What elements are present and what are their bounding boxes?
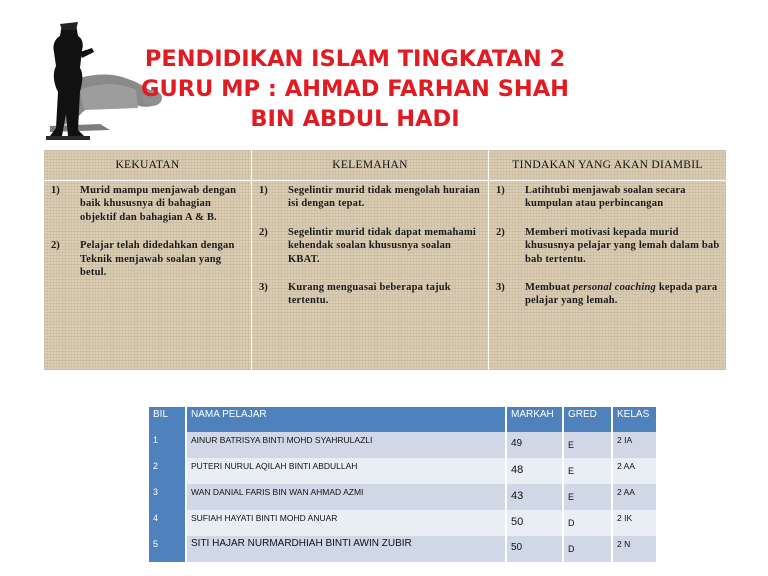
cell-gred: E bbox=[563, 432, 612, 458]
cell-kelas: 2 AA bbox=[612, 458, 656, 484]
strengths-heading: KEKUATAN bbox=[44, 150, 251, 181]
table-row bbox=[149, 536, 656, 562]
item-text-pre: Membuat bbox=[525, 282, 573, 294]
cell-kelas: 2 IK bbox=[612, 510, 656, 536]
analysis-panel bbox=[44, 150, 726, 370]
table-row bbox=[149, 458, 656, 484]
weakness-item bbox=[252, 281, 488, 308]
cell-bil: 4 bbox=[149, 510, 186, 536]
header-kelas: KELAS bbox=[612, 407, 656, 432]
item-number: 2) bbox=[496, 226, 505, 238]
strength-item bbox=[44, 239, 251, 279]
item-number: 1) bbox=[51, 185, 60, 196]
cell-bil: 3 bbox=[149, 484, 186, 510]
cell-gred: E bbox=[563, 458, 612, 484]
cell-markah: 48 bbox=[506, 458, 563, 484]
cell-gred: E bbox=[563, 484, 612, 510]
student-results-table bbox=[149, 407, 656, 562]
actions-column bbox=[489, 150, 726, 370]
item-number: 3) bbox=[496, 282, 505, 294]
item-number: 2) bbox=[259, 226, 268, 238]
item-text: Memberi motivasi kepada murid khususnya pelajar yang lemah dalam bab bab tertentu. bbox=[525, 226, 720, 265]
actions-heading: TINDAKAN YANG AKAN DIAMBIL bbox=[489, 150, 726, 181]
cell-bil: 1 bbox=[149, 432, 186, 458]
table-row bbox=[149, 432, 656, 458]
item-number: 2) bbox=[51, 240, 60, 252]
cell-kelas: 2 AA bbox=[612, 484, 656, 510]
weakness-item bbox=[252, 184, 488, 211]
cell-markah: 50 bbox=[506, 536, 563, 562]
cell-gred: D bbox=[563, 510, 612, 536]
title-line-teacher-surname: BIN ABDUL HADI bbox=[250, 106, 460, 132]
header-gred: GRED bbox=[563, 407, 612, 432]
title-line-subject: PENDIDIKAN ISLAM TINGKATAN 2 bbox=[144, 46, 566, 72]
header-markah: MARKAH bbox=[506, 407, 563, 432]
item-text-post: kepada para pelajar yang lemah. bbox=[525, 282, 718, 307]
action-item bbox=[489, 184, 726, 211]
item-number: 1) bbox=[259, 185, 268, 196]
cell-markah: 43 bbox=[506, 484, 563, 510]
cell-nama: PUTERI NURUL AQILAH BINTI ABDULLAH bbox=[186, 458, 506, 484]
item-text: Segelintir murid tidak dapat memahami kehendak soalan khususnya soalan KBAT. bbox=[288, 226, 477, 265]
cell-gred: D bbox=[563, 536, 612, 562]
table-header-row bbox=[149, 407, 656, 432]
weaknesses-column bbox=[252, 150, 489, 370]
cell-markah: 50 bbox=[506, 510, 563, 536]
cell-nama: WAN DANIAL FARIS BIN WAN AHMAD AZMI bbox=[186, 484, 506, 510]
title-line-teacher: GURU MP : AHMAD FARHAN SHAH bbox=[141, 76, 569, 102]
cell-kelas: 2 IA bbox=[612, 432, 656, 458]
item-text-emphasis: personal coaching bbox=[572, 282, 657, 294]
cell-bil: 5 bbox=[149, 536, 186, 562]
item-text: Latihtubi menjawab soalan secara kumpulan atau perbincangan bbox=[525, 185, 686, 210]
header-nama: NAMA PELAJAR bbox=[186, 407, 506, 432]
table-row bbox=[149, 484, 656, 510]
cell-nama: SUFIAH HAYATI BINTI MOHD ANUAR bbox=[186, 510, 506, 536]
item-text: Pelajar telah didedahkan dengan Teknik menjawab soalan yang betul. bbox=[80, 240, 235, 279]
strength-item bbox=[44, 184, 251, 224]
item-text bbox=[525, 281, 720, 308]
cell-bil: 2 bbox=[149, 458, 186, 484]
action-item bbox=[489, 226, 726, 266]
item-text: Murid mampu menjawab dengan baik khususnya di bahagian objektif dan bahagian A & B. bbox=[80, 185, 237, 223]
cell-nama: SITI HAJAR NURMARDHIAH BINTI AWIN ZUBIR bbox=[186, 536, 506, 562]
weakness-item bbox=[252, 226, 488, 266]
item-text: Kurang menguasai beberapa tajuk tertentu. bbox=[288, 282, 451, 307]
strengths-column bbox=[44, 150, 252, 370]
cell-nama: AINUR BATRISYA BINTI MOHD SYAHRULAZLI bbox=[186, 432, 506, 458]
item-text: Segelintir murid tidak mengolah huraian isi dengan tepat. bbox=[288, 185, 480, 210]
item-number: 3) bbox=[259, 282, 268, 294]
weaknesses-heading: KELEMAHAN bbox=[252, 150, 488, 181]
action-item bbox=[489, 281, 726, 308]
item-number: 1) bbox=[496, 185, 505, 196]
cell-kelas: 2 N bbox=[612, 536, 656, 562]
cell-markah: 49 bbox=[506, 432, 563, 458]
header-bil: BIL bbox=[149, 407, 186, 432]
slide-title bbox=[125, 44, 585, 134]
table-row bbox=[149, 510, 656, 536]
